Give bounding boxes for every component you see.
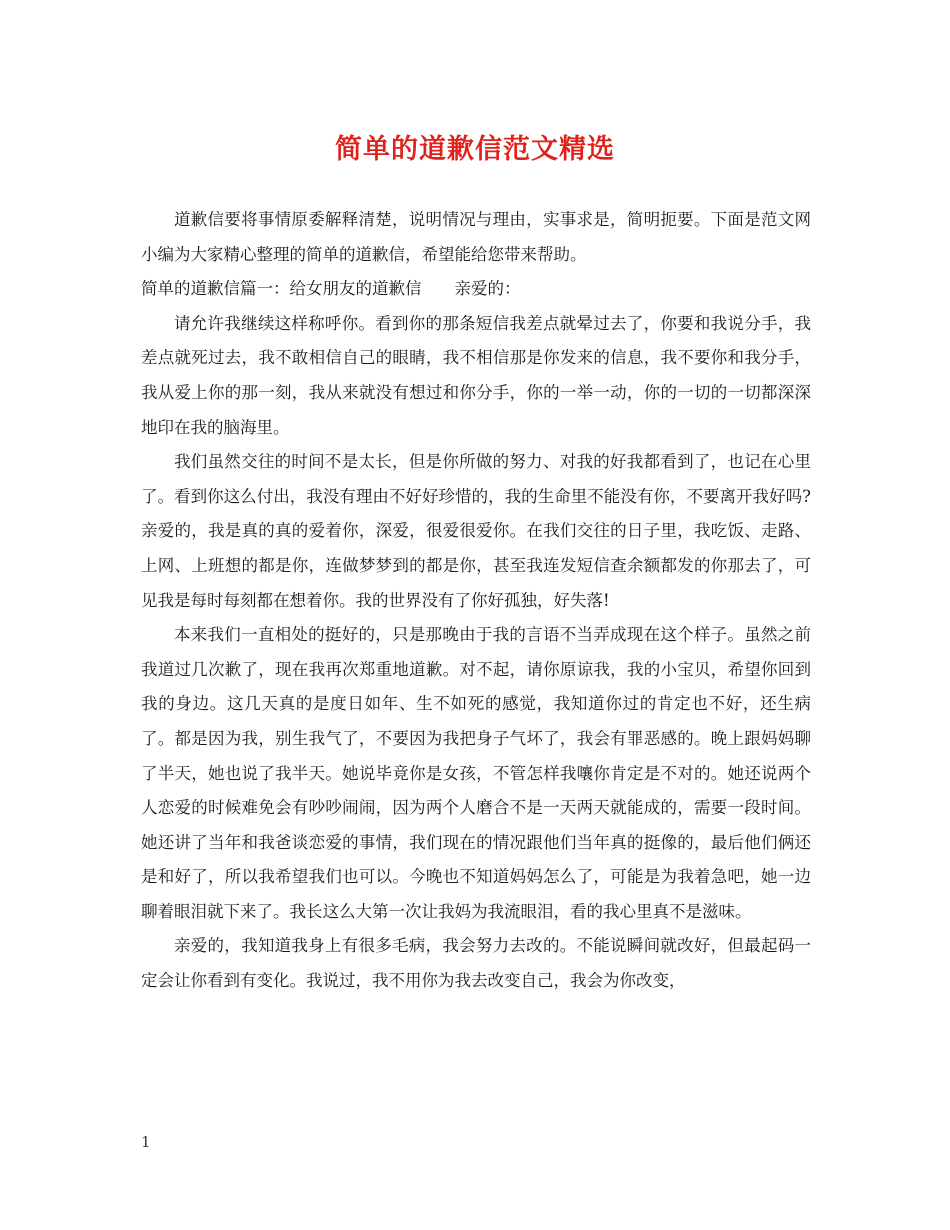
- document-body: [141, 203, 811, 999]
- document-title: 简单的道歉信范文精选: [335, 134, 615, 165]
- paragraph: 本来我们一直相处的挺好的，只是那晚由于我的言语不当弄成现在这个样子。虽然之前我道过几次歉了，现在我再次郑重地道歉。对不起，请你原谅我，我的小宝贝，希望你回到我的身边。这几天真的是度日如年、生不如死的感觉，我知道你过的肯定也不好，还生病了。都是因为我，别生我气了，不要因为我把身子气坏了，我会有罪恶感的。晚上跟妈妈聊了半天，她也说了我半天。她说毕竟你是女孩，不管怎样我嚷你肯定是不对的。她还说两个人恋爱的时候难免会有吵吵闹闹，因为两个人磨合不是一天两天就能成的，需要一段时间。她还讲了当年和我爸谈恋爱的事情，我们现在的情况跟他们当年真的挺像的，最后他们俩还是和好了，所以我希望我们也可以。今晚也不知道妈妈怎么了，可能是为我着急吧，她一边聊着眼泪就下来了。我长这么大第一次让我妈为我流眼泪，看的我心里真不是滋味。: [141, 625, 811, 921]
- paragraph: 请允许我继续这样称呼你。看到你的那条短信我差点就晕过去了，你要和我说分手，我差点就死过去，我不敢相信自己的眼睛，我不相信那是你发来的信息，我不要你和我分手，我从爱上你的那一刻，我从来就没有想过和你分手，你的一举一动，你的一切的一切都深深地印在我的脑海里。: [141, 313, 811, 437]
- paragraph: 亲爱的，我知道我身上有很多毛病，我会努力去改的。不能说瞬间就改好，但最起码一定会让你看到有变化。我说过，我不用你为我去改变自己，我会为你改变，: [141, 936, 811, 991]
- paragraph-heading-salutation: 简单的道歉信篇一：给女朋友的道歉信 亲爱的：: [141, 279, 521, 299]
- paragraph-intro: 道歉信要将事情原委解释清楚，说明情况与理由，实事求是，简明扼要。下面是范文网小编为大家精心整理的简单的道歉信，希望能给您带来帮助。: [141, 210, 811, 264]
- paragraph: 我们虽然交往的时间不是太长，但是你所做的努力、对我的好我都看到了，也记在心里了。看到你这么付出，我没有理由不好好珍惜的，我的生命里不能没有你，不要离开我好吗?亲爱的，我是真的真的爱着你，深爱，很爱很爱你。在我们交往的日子里，我吃饭、走路、上网、上班想的都是你，连做梦梦到的都是你，甚至我连发短信查余额都发的你那去了，可见我是每时每刻都在想着你。我的世界没有了你好孤独，好失落!: [141, 452, 811, 610]
- page-number: 1: [141, 1133, 151, 1151]
